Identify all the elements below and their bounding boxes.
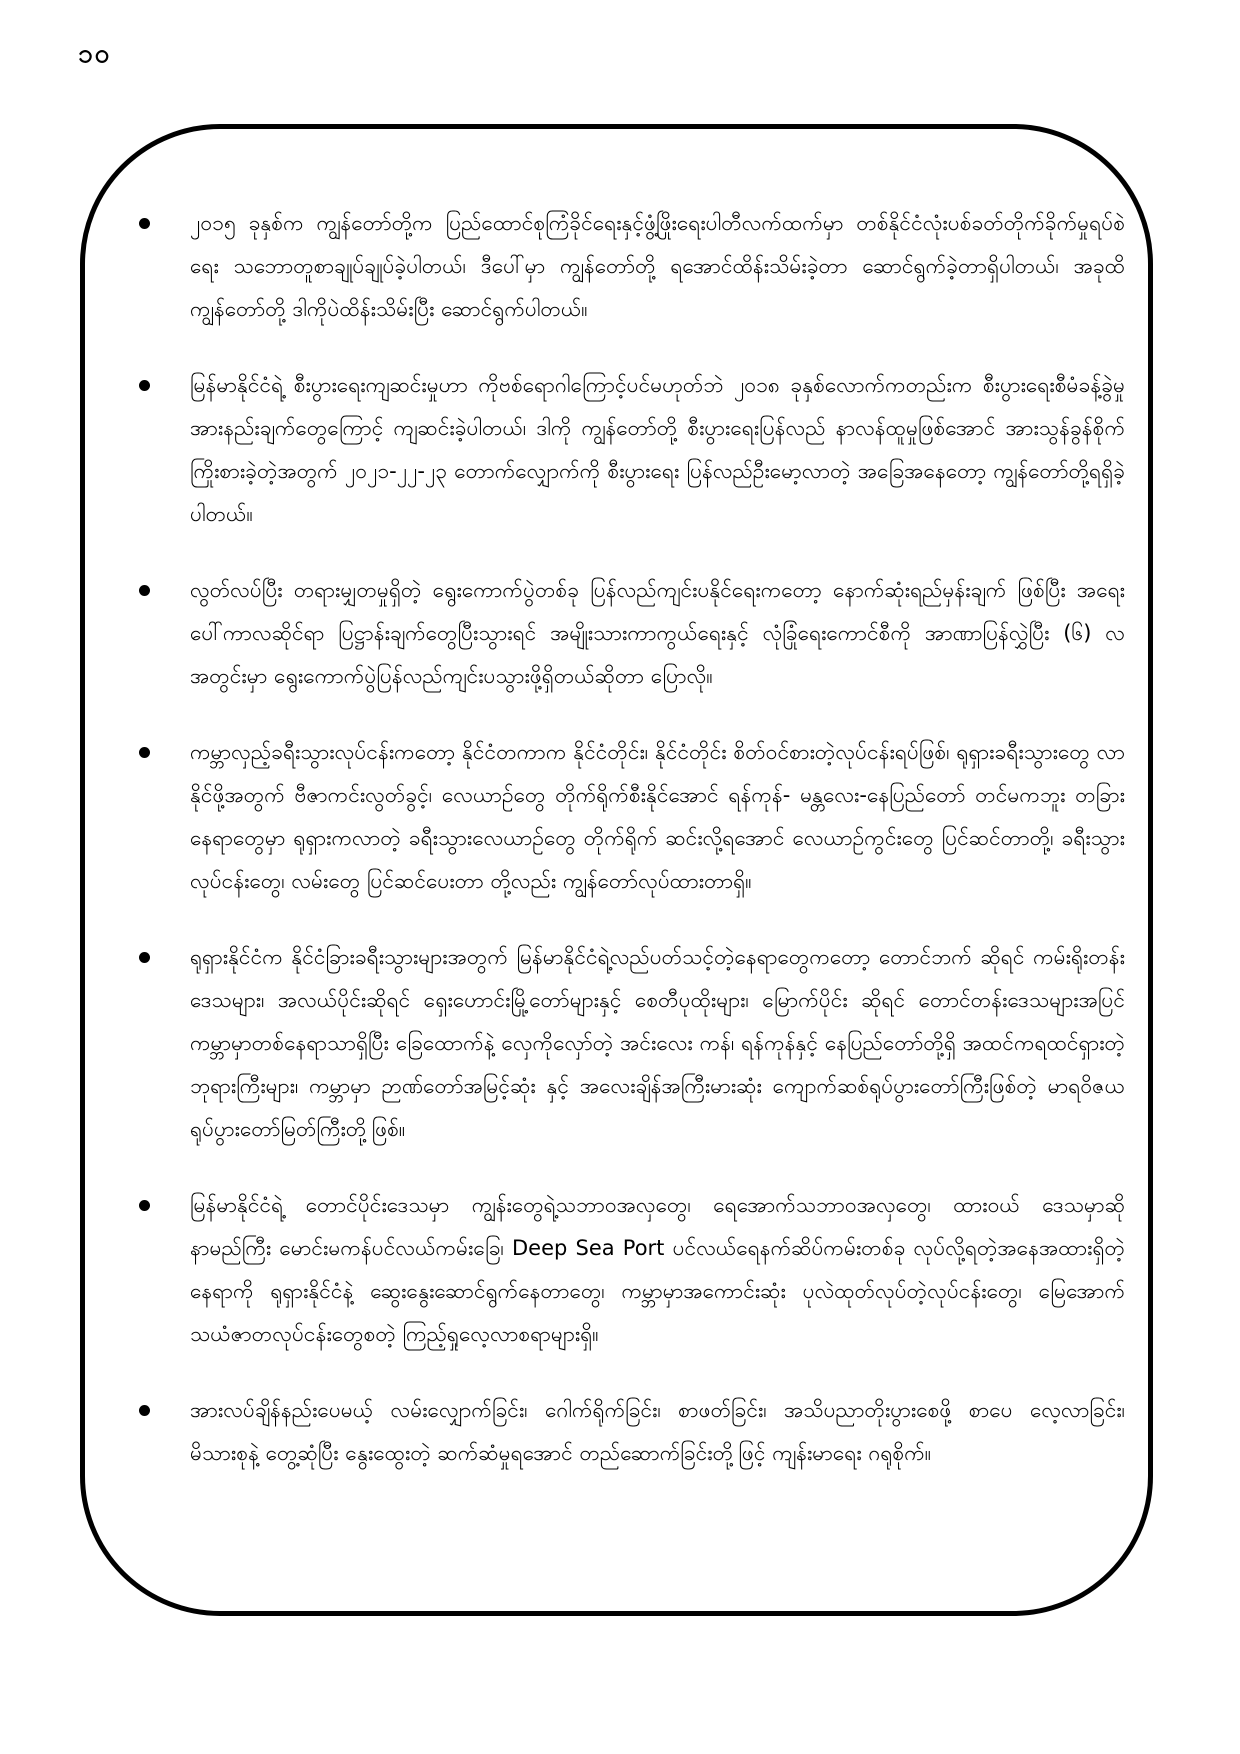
list-item <box>135 1389 1125 1475</box>
bullet-dot-icon <box>139 1200 150 1211</box>
list-item-text: လွတ်လပ်ပြီး တရားမျှတမှုရှိတဲ့ ရွေးကောက်ပွဲတစ်ခု ပြန်လည်ကျင်းပနိုင်ရေးကတော့ နောက်ဆုံးရည်မှန်းချက် ဖြစ်ပြီး အရေးပေါ်ကာလဆိုင်ရာ ပြဋ္ဌာန်းချက်တွေပြီးသွားရင် အမျိုးသားကာကွယ်ရေးနှင့် လုံခြုံရေးကောင်စီကို အာဏာပြန်လွှဲပြီး (၆) လအတွင်းမှာ ရွေးကောက်ပွဲပြန်လည်ကျင်းပသွားဖို့ရှိတယ်ဆိုတာ ပြောလို။ <box>190 578 1125 688</box>
list-item <box>135 1184 1125 1356</box>
list-item-text: ကမ္ဘာလှည့်ခရီးသွားလုပ်ငန်းကတော့ နိုင်ငံတကာက နိုင်ငံတိုင်း၊ နိုင်ငံတိုင်း စိတ်ဝင်စားတဲ့လုပ်ငန်းရပ်ဖြစ်၊ ရုရှားခရီးသွားတွေ လာနိုင်ဖို့အတွက် ဗီဇာကင်းလွတ်ခွင့်၊ လေယာဉ်တွေ တိုက်ရိုက်စီးနိုင်အောင် ရန်ကုန်- မန္တလေး-နေပြည်တော် တင်မကဘူး တခြားနေရာတွေမှာ ရုရှားကလာတဲ့ ခရီးသွားလေယာဉ်တွေ တိုက်ရိုက် ဆင်းလို့ရအောင် လေယာဉ်ကွင်းတွေ ပြင်ဆင်တာတို့၊ ခရီးသွားလုပ်ငန်းတွေ၊ လမ်းတွေ ပြင်ဆင်ပေးတာ တို့လည်း ကျွန်တော်လုပ်ထားတာရှိ။ <box>190 740 1125 893</box>
bullet-dot-icon <box>139 218 150 229</box>
list-item-text: မြန်မာနိုင်ငံရဲ့ စီးပွားရေးကျဆင်းမှုဟာ ကိုဗစ်ရောဂါကြောင့်ပင်မဟုတ်ဘဲ ၂၀၁၈ ခုနှစ်လောက်ကတည်းက စီးပွားရေးစီမံခန့်ခွဲမှု အားနည်းချက်တွေကြောင့် ကျဆင်းခဲ့ပါတယ်၊ ဒါကို ကျွန်တော်တို့ စီးပွားရေးပြန်လည် နာလန်ထူမှုဖြစ်အောင် အားသွန်ခွန်စိုက် ကြိုးစားခဲ့တဲ့အတွက် ၂၀၂၁-၂၂-၂၃ တောက်လျှောက်ကို စီးပွားရေး ပြန်လည်ဦးမော့လာတဲ့ အခြေအနေတော့ ကျွန်တော်တို့ရရှိခဲ့ပါတယ်။ <box>190 373 1125 526</box>
bullet-dot-icon <box>139 1405 150 1416</box>
list-item-text: ရုရှားနိုင်ငံက နိုင်ငံခြားခရီးသွားများအတွက် မြန်မာနိုင်ငံရဲ့လည်ပတ်သင့်တဲ့နေရာတွေကတော့ တောင်ဘက် ဆိုရင် ကမ်းရိုးတန်းဒေသများ၊ အလယ်ပိုင်းဆိုရင် ရှေးဟောင်းမြို့တော်များနှင့် စေတီပုထိုးများ၊ မြောက်ပိုင်း ဆိုရင် တောင်တန်းဒေသများအပြင် ကမ္ဘာမှာတစ်နေရာသာရှိပြီး ခြေထောက်နဲ့ လှေကိုလှော်တဲ့ အင်းလေး ကန်၊ ရန်ကုန်နှင့် နေပြည်တော်တို့ရှိ အထင်ကရထင်ရှားတဲ့ ဘုရားကြီးများ၊ ကမ္ဘာမှာ ဉာဏ်တော်အမြင့်ဆုံး နှင့် အလေးချိန်အကြီးမားဆုံး ကျောက်ဆစ်ရုပ်ပွားတော်ကြီးဖြစ်တဲ့ မာရဝိဇယရုပ်ပွားတော်မြတ်ကြီးတို့ဖြစ်။ <box>190 945 1125 1141</box>
bullet-dot-icon <box>139 380 150 391</box>
list-item <box>135 364 1125 536</box>
list-item <box>135 569 1125 698</box>
list-item-text: အားလပ်ချိန်နည်းပေမယ့် လမ်းလျှောက်ခြင်း၊ ဂေါက်ရိုက်ခြင်း၊ စာဖတ်ခြင်း၊ အသိပညာတိုးပွားစေဖို့ စာပေ လေ့လာခြင်း၊ မိသားစုနဲ့ တွေ့ဆုံပြီး နွေးထွေးတဲ့ ဆက်ဆံမှုရအောင် တည်ဆောက်ခြင်းတို့ဖြင့် ကျန်းမာရေး ဂရုစိုက်။ <box>190 1398 1125 1465</box>
list-item-text: ၂၀၁၅ ခုနှစ်က ကျွန်တော်တို့က ပြည်ထောင်စုကြံခိုင်ရေးနှင့်ဖွံ့ဖြိုးရေးပါတီလက်ထက်မှာ တစ်နိုင်ငံလုံးပစ်ခတ်တိုက်ခိုက်မှုရပ်စဲရေး သဘောတူစာချုပ်ချုပ်ခဲ့ပါတယ်၊ ဒီပေါ်မှာ ကျွန်တော်တို့ ရအောင်ထိန်းသိမ်းခဲ့တာ ဆောင်ရွက်ခဲ့တာရှိပါတယ်၊ အခုထိ ကျွန်တော်တို့ ဒါကိုပဲထိန်းသိမ်းပြီး ဆောင်ရွက်ပါတယ်။ <box>190 211 1125 321</box>
list-item <box>135 731 1125 903</box>
list-item <box>135 936 1125 1151</box>
page-number: ၁၀ <box>78 39 112 69</box>
list-item <box>135 202 1125 331</box>
list-item-text: မြန်မာနိုင်ငံရဲ့ တောင်ပိုင်းဒေသမှာ ကျွန်းတွေရဲ့သဘာဝအလှတွေ၊ ရေအောက်သဘာဝအလှတွေ၊ ထားဝယ် ဒေသမှာဆို နာမည်ကြီး မောင်းမကန်ပင်လယ်ကမ်းခြေ၊ Deep Sea Port ပင်လယ်ရေနက်ဆိပ်ကမ်းတစ်ခု လုပ်လို့ရတဲ့အနေအထားရှိတဲ့နေရာကို ရုရှားနိုင်ငံနဲ့ ဆွေးနွေးဆောင်ရွက်နေတာတွေ၊ ကမ္ဘာမှာအကောင်းဆုံး ပုလဲထုတ်လုပ်တဲ့လုပ်ငန်းတွေ၊ မြေအောက်သယံဇာတလုပ်ငန်းတွေစတဲ့ ကြည့်ရှုလေ့လာစရာများရှိ။ <box>190 1193 1125 1346</box>
bullet-dot-icon <box>139 747 150 758</box>
bullet-dot-icon <box>139 585 150 596</box>
bullet-list <box>135 202 1125 1508</box>
bullet-dot-icon <box>139 952 150 963</box>
